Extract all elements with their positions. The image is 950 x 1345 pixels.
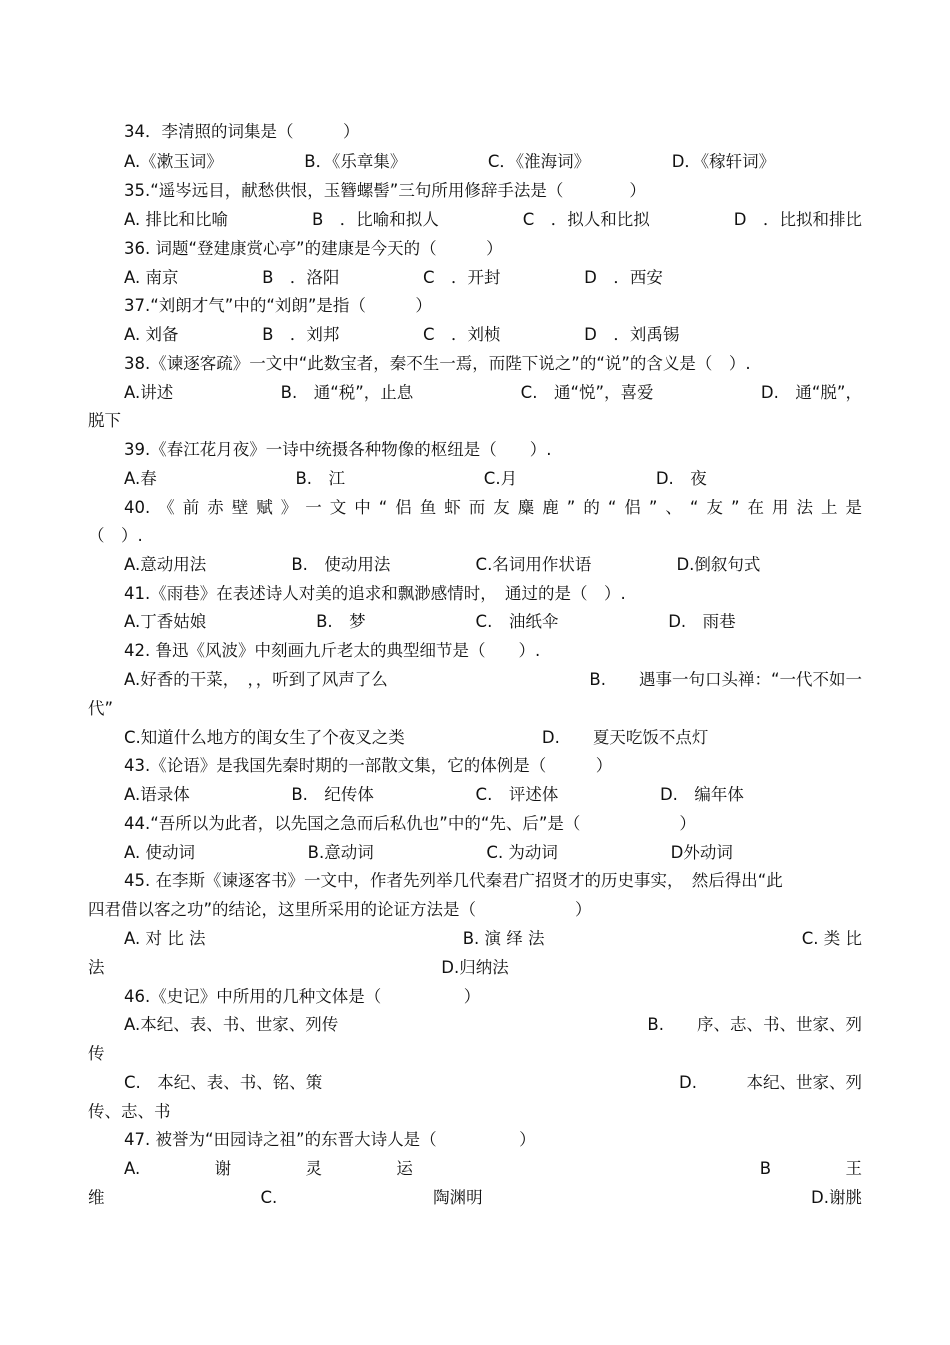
options-46-ab [124, 1011, 862, 1039]
continuation-text: 代” [88, 699, 114, 718]
option-d: D.倒叙句式 [676, 555, 761, 574]
option-b: B. 序、志、书、世家、列 [647, 1015, 862, 1034]
option-a: A.好香的干菜， ，，听到了风声了么 [124, 670, 388, 689]
question-46: 46.《史记》中所用的几种文体是（ ） [124, 987, 481, 1006]
option-b: B. 梦 [316, 612, 366, 631]
question-43: 43.《论语》是我国先秦时期的一部散文集，它的体例是（ ） [124, 756, 613, 775]
option-c: C.月 [483, 469, 518, 488]
option-a: A. 南京 [124, 268, 179, 287]
continuation-text: 脱下 [88, 411, 121, 430]
option-c: C ．拟人和比拟 [522, 210, 650, 229]
option-c: C ．开封 [423, 268, 501, 287]
option-b: B. 使动用法 [291, 555, 391, 574]
option-a: A.讲述 [124, 383, 174, 402]
option-a: A.《漱玉词》 [124, 152, 223, 171]
option-d: D.谢朓 [811, 1188, 862, 1207]
option-b: B ．刘邦 [262, 325, 340, 344]
question-35: 35.“遥岑远目，献愁供恨，玉簪螺髻”三句所用修辞手法是（ ） [124, 181, 646, 200]
option-d: D. 编年体 [659, 785, 744, 804]
option-c: C. 通“悦”，喜爱 [520, 383, 654, 402]
option-a: A. [124, 1159, 141, 1178]
option-d: D.归纳法 [441, 958, 509, 977]
options-38 [124, 379, 862, 407]
option-a: A. 使动词 [124, 843, 195, 862]
options-42-cd [124, 724, 862, 752]
option-d: D. 通“脱”， [760, 383, 862, 402]
options-43 [124, 781, 862, 809]
option-b: B．《乐章集》 [304, 152, 407, 171]
options-39 [124, 465, 862, 493]
option-d: D. 夜 [655, 469, 707, 488]
options-47-ab: A. 谢 灵 运 B 王 [124, 1155, 862, 1183]
continuation-text: 传 [88, 1044, 105, 1063]
options-44 [124, 839, 862, 867]
options-45-d [88, 954, 862, 982]
option-c: C．《淮海词》 [487, 152, 591, 171]
question-47: 47. 被誉为“田园诗之祖”的东晋大诗人是（ ） [124, 1130, 536, 1149]
continuation-text: 维 [88, 1188, 105, 1207]
option-d: D．《稼轩词》 [671, 152, 776, 171]
option-c: C. 类 比 [801, 929, 862, 948]
option-c: C. 油纸伞 [475, 612, 559, 631]
options-37 [124, 321, 862, 349]
continuation-text: 传、志、书 [88, 1102, 171, 1121]
options-47-cd: 维 C. 陶渊明 D.谢朓 [88, 1184, 862, 1212]
option-a: A. 刘备 [124, 325, 179, 344]
option-c: C. [260, 1188, 278, 1207]
option-b: B. 纪传体 [291, 785, 374, 804]
option-a: A.语录体 [124, 785, 190, 804]
option-a: A. 排比和比喻 [124, 210, 228, 229]
question-37: 37.“刘朗才气”中的“刘朗”是指（ ） [124, 296, 432, 315]
option-c: C. 本纪、表、书、铭、策 [124, 1073, 323, 1092]
option-b: B.意动词 [307, 843, 374, 862]
question-44: 44.“吾所以为此者，以先国之急而后私仇也”中的“先、后”是（ ） [124, 814, 696, 833]
option-b: B. 演 绎 法 [462, 929, 545, 948]
question-41: 41.《雨巷》在表述诗人对美的追求和飘渺感情时， 通过的是（ ）. [124, 584, 626, 603]
options-41 [124, 608, 862, 636]
question-40: 40.《前赤壁赋》一文中“侣鱼虾而友麋鹿”的“侣”、“友”在用法上是 [124, 498, 862, 517]
option-c: C.知道什么地方的闺女生了个夜叉之类 [124, 728, 405, 747]
option-c: C ．刘桢 [423, 325, 501, 344]
options-35 [124, 206, 862, 234]
option-b: B [759, 1159, 772, 1178]
options-46-cd [124, 1069, 862, 1097]
option-d: D. 夏天吃饭不点灯 [541, 728, 709, 747]
continuation-text: 法 [88, 958, 105, 977]
option-b: B ．比喻和拟人 [311, 210, 439, 229]
option-c: C. 评述体 [475, 785, 559, 804]
option-c: C.名词用作状语 [475, 555, 592, 574]
option-d: D外动词 [670, 843, 733, 862]
question-39: 39.《春江花月夜》一诗中统摄各种物像的枢纽是（ ）. [124, 440, 552, 459]
option-b: B. 通“税”，止息 [280, 383, 414, 402]
continuation-text: 四君借以客之功”的结论，这里所采用的论证方法是（ ） [88, 900, 592, 919]
options-45-abc [124, 925, 862, 953]
option-b: B. 江 [295, 469, 346, 488]
option-a: A.丁香姑娘 [124, 612, 207, 631]
question-38: 38.《谏逐客疏》一文中“此数宝者，秦不生一焉，而陛下说之”的“说”的含义是（ ）. [124, 354, 751, 373]
options-42-ab [124, 666, 862, 694]
options-36 [124, 264, 862, 292]
options-34 [124, 148, 862, 176]
option-d: D. 雨巷 [668, 612, 736, 631]
option-a: A.春 [124, 469, 157, 488]
option-d: D ．西安 [584, 268, 663, 287]
continuation-text: （ ）. [88, 526, 143, 545]
option-a: A. 对 比 法 [124, 929, 206, 948]
question-42: 42. 鲁迅《风波》中刻画九斤老太的典型细节是（ ）. [124, 641, 541, 660]
question-45: 45. 在李斯《谏逐客书》一文中，作者先列举几代秦君广招贤才的历史事实， 然后得出“此 [124, 871, 783, 890]
options-40 [124, 551, 862, 579]
option-a: A.本纪、表、书、世家、列传 [124, 1015, 339, 1034]
option-b: B ．洛阳 [262, 268, 340, 287]
question-36: 36. 词题“登建康赏心亭”的建康是今天的（ ） [124, 239, 503, 258]
question-34: 34．李清照的词集是（ ） [124, 122, 360, 141]
option-c: C. 为动词 [486, 843, 558, 862]
option-d: D ．比拟和排比 [733, 210, 862, 229]
option-d: D. 本纪、世家、列 [679, 1073, 862, 1092]
option-b: B. 遇事一句口头禅：“一代不如一 [589, 670, 862, 689]
option-a: A.意动用法 [124, 555, 207, 574]
option-d: D ．刘禹锡 [584, 325, 680, 344]
